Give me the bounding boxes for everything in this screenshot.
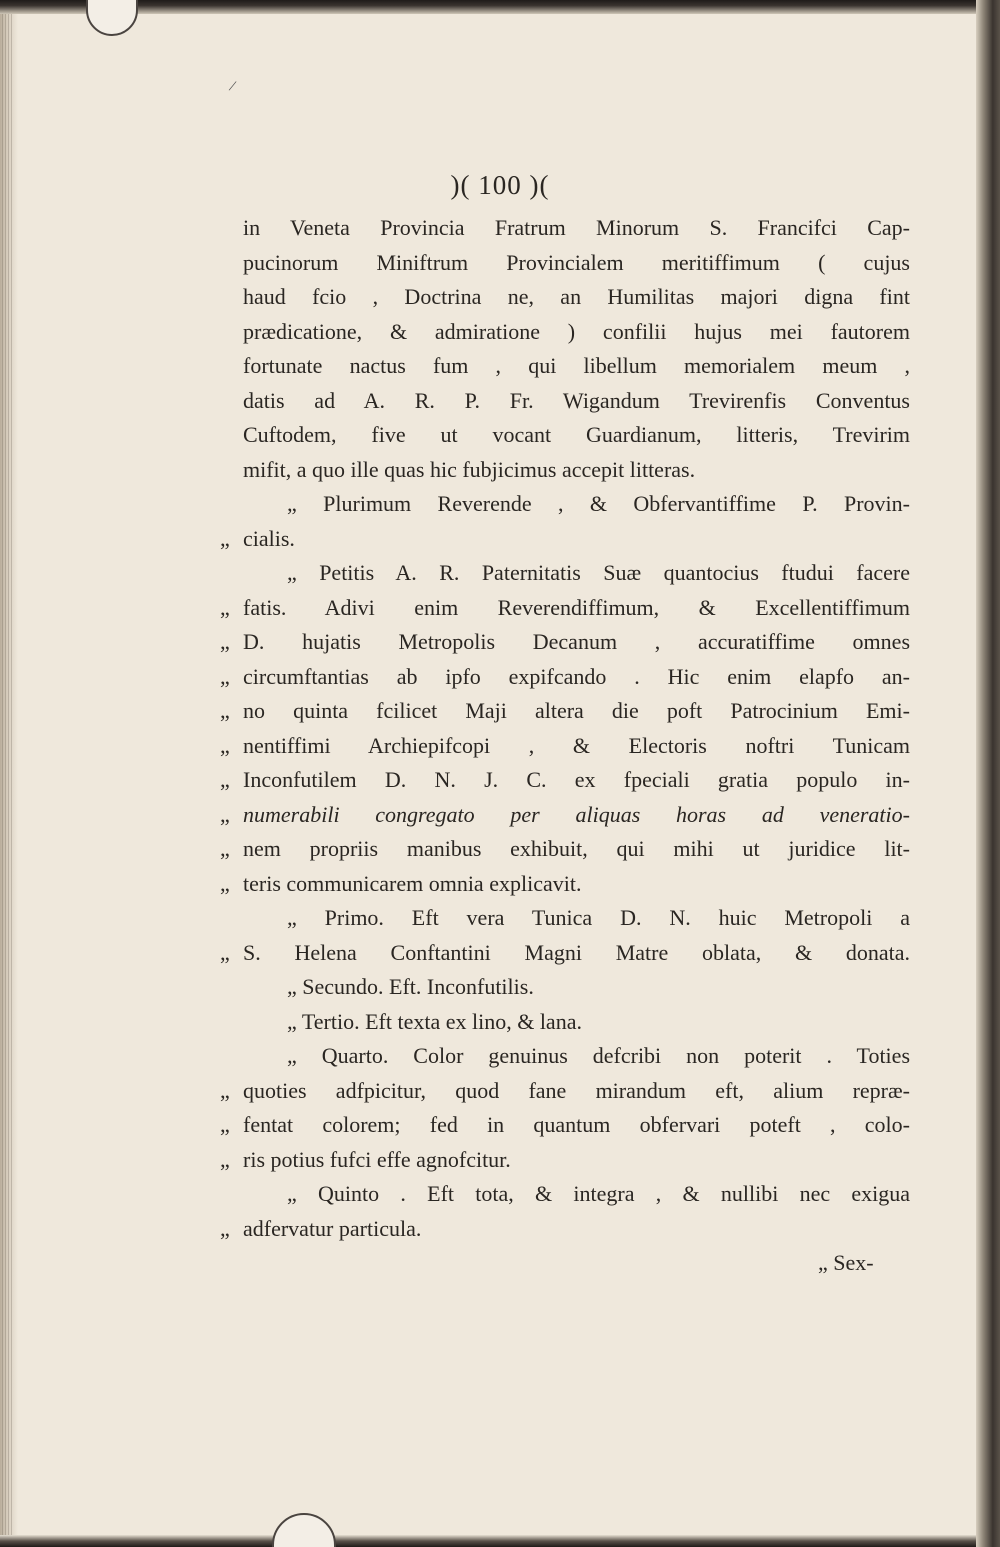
text-line <box>207 936 910 971</box>
text-line: mifit, a quo ille quas hic fubjicimus accepit litteras. <box>243 456 696 482</box>
text-line: Cuftodem, five ut vocant Guardianum, litteris, Trevirim <box>243 422 910 447</box>
text-line: „ Primo. Eft vera Tunica D. N. huic Metropoli a <box>287 905 910 930</box>
text-line <box>207 591 910 626</box>
text-line: pucinorum Miniftrum Provincialem meritiffimum ( cujus <box>243 249 910 275</box>
quote-mark: „ <box>220 870 230 896</box>
text-line: datis ad A. R. P. Fr. Wigandum Trevirenfis Conventus <box>243 387 910 413</box>
line-text: nentiffimi Archiepifcopi , & Electoris noftri Tunicam <box>243 732 910 758</box>
text-line <box>207 832 910 867</box>
text-line: „ Petitis A. R. Paternitatis Suæ quantocius ftudui facere <box>287 560 910 585</box>
text-line <box>207 625 910 660</box>
quote-mark: „ <box>220 698 230 723</box>
quote-mark: „ <box>220 939 230 965</box>
right-book-edge <box>976 0 1000 1547</box>
stray-ink-mark: / <box>227 77 238 96</box>
text-line <box>207 1108 910 1143</box>
line-text: adfervatur particula. <box>243 1215 422 1241</box>
text-line <box>207 522 910 557</box>
line-text: teris communicarem omnia explicavit. <box>243 870 582 896</box>
text-line: „ Quarto. Color genuinus defcribi non poterit . Toties <box>287 1043 910 1068</box>
line-text: fentat colorem; fed in quantum obfervari poteft , colo- <box>243 1112 910 1137</box>
line-text: nem propriis manibus exhibuit, qui mihi ut juridice lit- <box>243 836 910 861</box>
text-line <box>207 1143 910 1178</box>
binding-gutter <box>0 0 18 1547</box>
text-line <box>207 694 910 729</box>
quote-mark: „ <box>220 767 230 792</box>
quote-mark: „ <box>220 1112 230 1137</box>
line-text: cialis. <box>243 525 295 551</box>
text-line: prædicatione, & admiratione ) confilii hujus mei fautorem <box>243 318 910 344</box>
text-line: haud fcio , Doctrina ne, an Humilitas majori digna fint <box>243 284 910 309</box>
quote-mark: „ <box>220 629 230 654</box>
line-text: quoties adfpicitur, quod fane mirandum eft, alium repræ- <box>243 1077 910 1103</box>
text-line <box>207 1074 910 1109</box>
bottom-page-clip <box>272 1513 336 1547</box>
quote-mark: „ <box>220 801 230 827</box>
text-line: „ Secundo. Eft. Inconfutilis. <box>287 974 534 999</box>
top-page-edge <box>0 0 1000 14</box>
text-line: „ Quinto . Eft tota, & integra , & nullibi nec exigua <box>287 1181 910 1206</box>
line-text: D. hujatis Metropolis Decanum , accuratiffime omnes <box>243 629 910 654</box>
text-line <box>207 729 910 764</box>
line-text: fatis. Adivi enim Reverendiffimum, & Excellentiffimum <box>243 594 910 620</box>
line-text: circumftantias ab ipfo expifcando . Hic enim elapfo an- <box>243 663 910 689</box>
text-line <box>207 763 910 798</box>
line-text: Inconfutilem D. N. J. C. ex fpeciali gratia populo in- <box>243 767 910 792</box>
text-line <box>207 867 910 902</box>
quote-mark: „ <box>220 525 230 551</box>
text-line: in Veneta Provincia Fratrum Minorum S. Francifci Cap- <box>243 215 910 240</box>
text-line: „ Tertio. Eft texta ex lino, & lana. <box>287 1008 582 1034</box>
top-page-clip <box>86 0 138 36</box>
quote-mark: „ <box>220 1215 230 1241</box>
quote-mark: „ <box>220 663 230 689</box>
line-text: numerabili congregato per aliquas horas ad veneratio- <box>243 801 910 827</box>
page-header: )( 100 )( <box>450 170 550 200</box>
text-line: fortunate nactus fum , qui libellum memorialem meum , <box>243 353 910 378</box>
text-line <box>207 660 910 695</box>
quote-mark: „ <box>220 1146 230 1172</box>
line-text: no quinta fcilicet Maji altera die poft Patrocinium Emi- <box>243 698 910 723</box>
line-text: S. Helena Conftantini Magni Matre oblata, & donata. <box>243 939 910 965</box>
catchword: „ Sex- <box>818 1250 874 1275</box>
quote-mark: „ <box>220 732 230 758</box>
text-line: „ Plurimum Reverende , & Obfervantiffime P. Provin- <box>287 491 910 516</box>
text-line <box>207 798 910 833</box>
text-line <box>207 1212 910 1247</box>
quote-mark: „ <box>220 594 230 620</box>
quote-mark: „ <box>220 836 230 861</box>
quote-mark: „ <box>220 1077 230 1103</box>
line-text: ris potius fufci effe agnofcitur. <box>243 1146 511 1172</box>
bottom-page-edge <box>0 1535 1000 1547</box>
text-block <box>220 211 910 1246</box>
